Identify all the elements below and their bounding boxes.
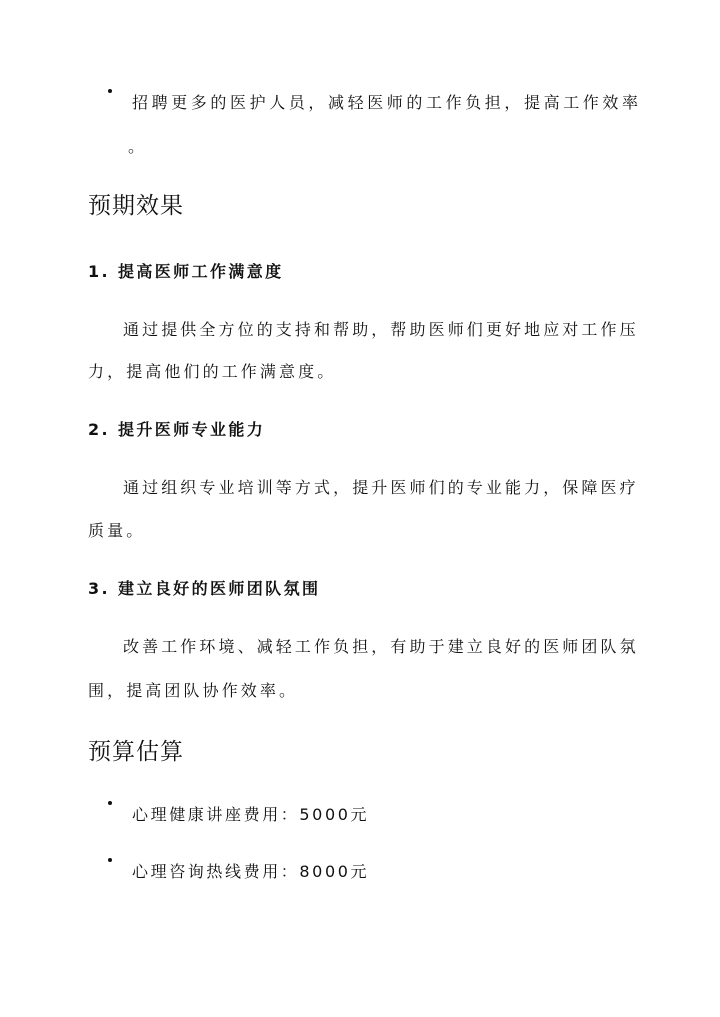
section-title-effects: 预期效果 [88,193,184,219]
paragraph-3-line-2: 围，提高团队协作效率。 [88,681,299,700]
bullet-dot-icon [108,858,112,862]
bullet-text-continuation: 。 [128,137,145,156]
bullet-dot-icon [108,89,112,93]
paragraph-2-line-2: 质量。 [88,521,146,540]
subheading-2: 2. 提升医师专业能力 [88,420,266,439]
bullet-dot-icon [108,801,112,805]
paragraph-1-line-1: 通过提供全方位的支持和帮助，帮助医师们更好地应对工作压 [123,320,639,339]
budget-item-text: 心理咨询热线费用：8000元 [132,862,370,881]
subheading-3: 3. 建立良好的医师团队氛围 [88,579,321,598]
bullet-text: 招聘更多的医护人员，减轻医师的工作负担，提高工作效率 [132,93,642,112]
section-title-budget: 预算估算 [88,739,184,765]
budget-item-text: 心理健康讲座费用：5000元 [132,805,370,824]
paragraph-1-line-2: 力，提高他们的工作满意度。 [88,362,337,381]
paragraph-2-line-1: 通过组织专业培训等方式，提升医师们的专业能力，保障医疗 [123,478,639,497]
paragraph-3-line-1: 改善工作环境、减轻工作负担，有助于建立良好的医师团队氛 [123,637,639,656]
subheading-1: 1. 提高医师工作满意度 [88,262,284,281]
